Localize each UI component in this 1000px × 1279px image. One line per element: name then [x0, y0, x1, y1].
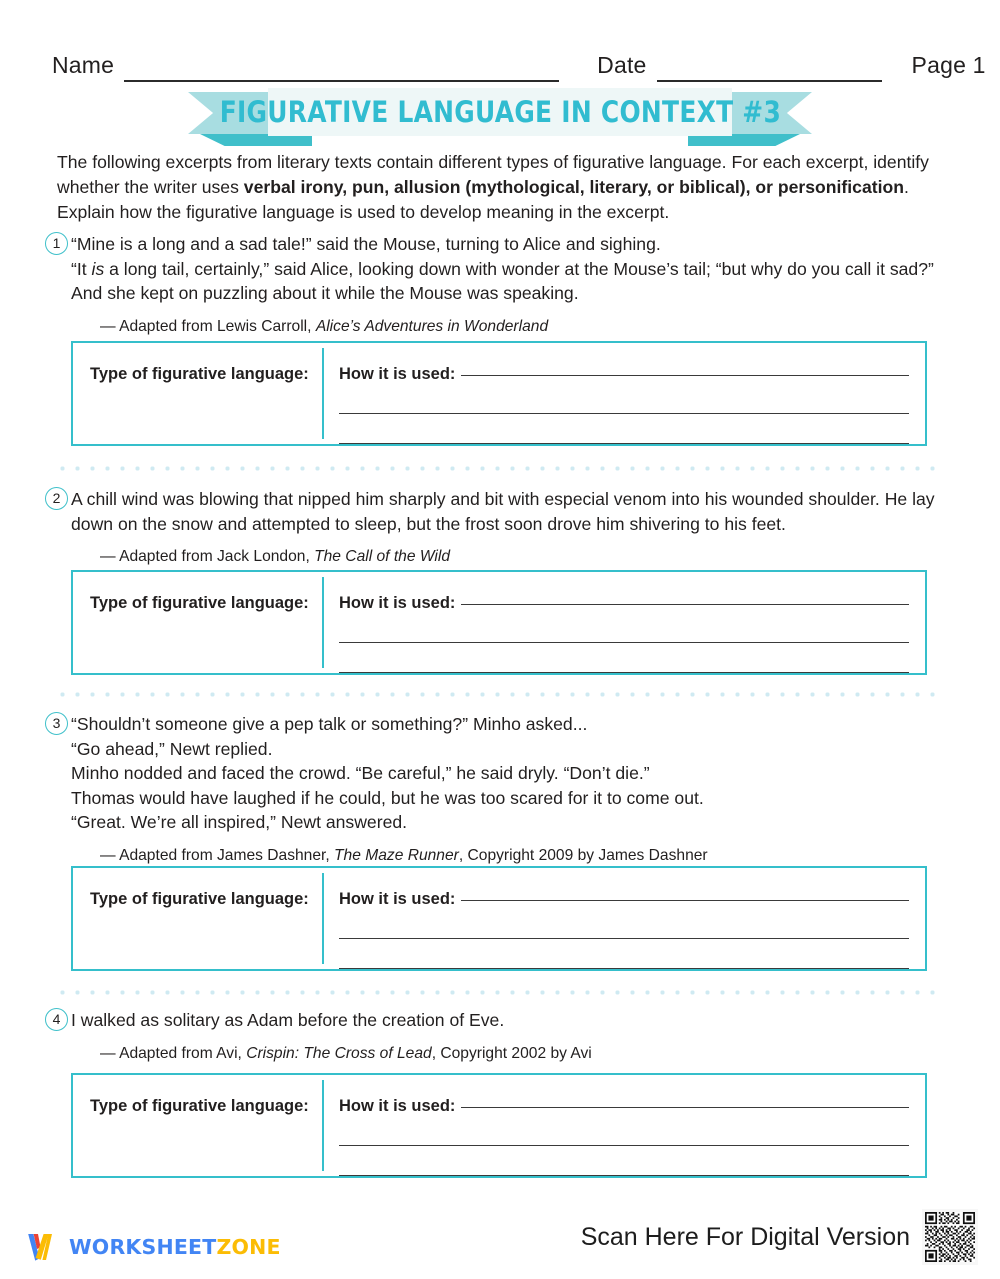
answer-line-3-3[interactable] [339, 968, 909, 969]
how-it-is-used-row-1 [339, 365, 909, 384]
attribution-3-prefix: — Adapted from James Dashner, [100, 846, 335, 864]
answer-box-4-type-cell[interactable] [73, 1075, 324, 1176]
instructions-paragraph [57, 150, 935, 225]
item-number-badge-4: 4 [45, 1008, 68, 1031]
separator-1 [55, 466, 945, 471]
instructions-part2: . Explain how the figurative language is used to develop meaning in the excerpt. [57, 177, 909, 222]
page-number-label: Page 1 [911, 52, 986, 78]
excerpt-3-line-2: “Go ahead,” Newt replied. [71, 738, 273, 759]
excerpt-2-attribution [100, 548, 939, 566]
qr-code[interactable] [922, 1209, 978, 1265]
worksheet-zone-logo[interactable] [26, 1231, 281, 1263]
item-4 [0, 1008, 1000, 1063]
excerpt-1-line-1: “Mine is a long and a sad tale!” said the Mouse, turning to Alice and sighing. [71, 234, 661, 254]
excerpt-4 [52, 1008, 939, 1063]
worksheet-zone-logo-icon [26, 1231, 60, 1263]
attribution-3-suffix: , Copyright 2009 by James Dashner [458, 846, 708, 864]
item-2 [0, 487, 1000, 566]
excerpt-2-line-1: A chill wind was blowing that nipped him sharply and bit with especial venom into his wounded shoulder. He lay down on the snow and attempted to sleep, but the frost soon drove him shivering to his feet. [71, 489, 935, 534]
worksheet-zone-logo-text [69, 1235, 281, 1259]
excerpt-3-text [71, 712, 939, 835]
answer-line-4-2[interactable] [339, 1145, 909, 1146]
answer-box-2[interactable] [71, 570, 927, 675]
logo-word-worksheet: WORKSHEET [69, 1235, 217, 1259]
answer-box-1-type-cell[interactable] [73, 343, 324, 444]
ribbon-center [219, 88, 781, 136]
scan-here-text: Scan Here For Digital Version [580, 1222, 910, 1251]
page-header [52, 52, 986, 86]
excerpt-1-line-3: And she kept on puzzling about it while the Mouse was speaking. [71, 283, 579, 303]
answer-line-1-3[interactable] [339, 443, 909, 444]
excerpt-2-text [71, 487, 939, 536]
excerpt-1-line-2: “It is a long tail, certainly,” said Alice, looking down with wonder at the Mouse’s tail; “but why do you call it sad?” [71, 258, 934, 279]
name-label: Name [52, 52, 115, 78]
item-number-badge-2: 2 [45, 487, 68, 510]
answer-box-3[interactable] [71, 866, 927, 971]
excerpt-4-text [71, 1008, 939, 1033]
title-ribbon [0, 88, 1000, 146]
excerpt-2 [52, 487, 939, 566]
excerpt-3-line-1: “Shouldn’t someone give a pep talk or something?” Minho asked... [71, 714, 588, 734]
separator-3 [55, 990, 945, 995]
name-input-line[interactable] [124, 64, 559, 82]
attribution-4-prefix: — Adapted from Avi, [100, 1044, 247, 1062]
answer-line-4-1[interactable] [461, 1097, 909, 1108]
item-1 [0, 232, 1000, 336]
excerpt-3-line-3: Minho nodded and faced the crowd. “Be careful,” he said dryly. “Don’t die.” [71, 763, 650, 783]
attribution-4-title: Crispin: The Cross of Lead [246, 1044, 432, 1062]
answer-line-2-2[interactable] [339, 642, 909, 643]
attribution-1-prefix: — Adapted from Lewis Carroll, [100, 317, 316, 335]
attribution-2-title: The Call of the Wild [314, 548, 451, 565]
instructions-bold-terms: verbal irony, pun, allusion (mythological, literary, or biblical), or personification [243, 177, 904, 197]
answer-line-1-1[interactable] [461, 365, 909, 376]
separator-2 [55, 692, 945, 697]
type-of-figurative-language-label-3: Type of figurative language: [90, 890, 309, 908]
answer-box-1[interactable] [71, 341, 927, 446]
attribution-3-title: The Maze Runner [334, 846, 459, 864]
how-it-is-used-label-2: How it is used: [339, 594, 456, 612]
excerpt-3-line-5: “Great. We’re all inspired,” Newt answered. [71, 812, 408, 832]
answer-line-1-2[interactable] [339, 413, 909, 414]
date-input-line[interactable] [657, 64, 882, 82]
excerpt-3 [52, 712, 939, 865]
item-number-badge-1: 1 [45, 232, 68, 255]
attribution-4-suffix: , Copyright 2002 by Avi [431, 1044, 592, 1062]
date-label: Date [597, 52, 647, 78]
how-it-is-used-label-1: How it is used: [339, 365, 456, 383]
answer-line-3-2[interactable] [339, 938, 909, 939]
how-it-is-used-row-4 [339, 1097, 909, 1116]
answer-box-3-how-cell[interactable] [324, 868, 925, 969]
excerpt-1-attribution [100, 318, 939, 336]
type-of-figurative-language-label-4: Type of figurative language: [90, 1097, 309, 1115]
answer-box-2-type-cell[interactable] [73, 572, 324, 673]
item-3 [0, 712, 1000, 865]
page-footer [0, 1199, 1000, 1279]
item-number-badge-3: 3 [45, 712, 68, 735]
attribution-2-prefix: — Adapted from Jack London, [100, 548, 315, 565]
excerpt-4-attribution [100, 1045, 939, 1063]
how-it-is-used-row-2 [339, 594, 909, 613]
excerpt-1 [52, 232, 939, 336]
qr-code-icon [925, 1212, 975, 1262]
how-it-is-used-label-4: How it is used: [339, 1097, 456, 1115]
how-it-is-used-row-3 [339, 890, 909, 909]
answer-box-4-how-cell[interactable] [324, 1075, 925, 1176]
excerpt-3-attribution [100, 847, 939, 865]
answer-line-3-1[interactable] [461, 890, 909, 901]
excerpt-1-text [71, 232, 939, 306]
answer-box-4[interactable] [71, 1073, 927, 1178]
logo-word-zone: ZONE [216, 1235, 281, 1259]
answer-line-2-3[interactable] [339, 672, 909, 673]
attribution-1-title: Alice’s Adventures in Wonderland [315, 317, 549, 335]
excerpt-3-line-4: Thomas would have laughed if he could, but he was too scared for it to come out. [71, 787, 704, 808]
answer-box-3-type-cell[interactable] [73, 868, 324, 969]
type-of-figurative-language-label-2: Type of figurative language: [90, 594, 309, 612]
answer-box-2-how-cell[interactable] [324, 572, 925, 673]
answer-line-4-3[interactable] [339, 1175, 909, 1176]
excerpt-4-line-1: I walked as solitary as Adam before the creation of Eve. [71, 1010, 505, 1030]
answer-line-2-1[interactable] [461, 594, 909, 605]
answer-box-1-how-cell[interactable] [324, 343, 925, 444]
type-of-figurative-language-label-1: Type of figurative language: [90, 365, 309, 383]
scan-cta[interactable] [581, 1209, 978, 1265]
instructions-part1: The following excerpts from literary texts contain different types of figurative language. For each excerpt, identify whether the writer uses [57, 152, 929, 197]
how-it-is-used-label-3: How it is used: [339, 890, 456, 908]
page-title: FIGURATIVE LANGUAGE IN CONTEXT #3 [219, 95, 781, 129]
